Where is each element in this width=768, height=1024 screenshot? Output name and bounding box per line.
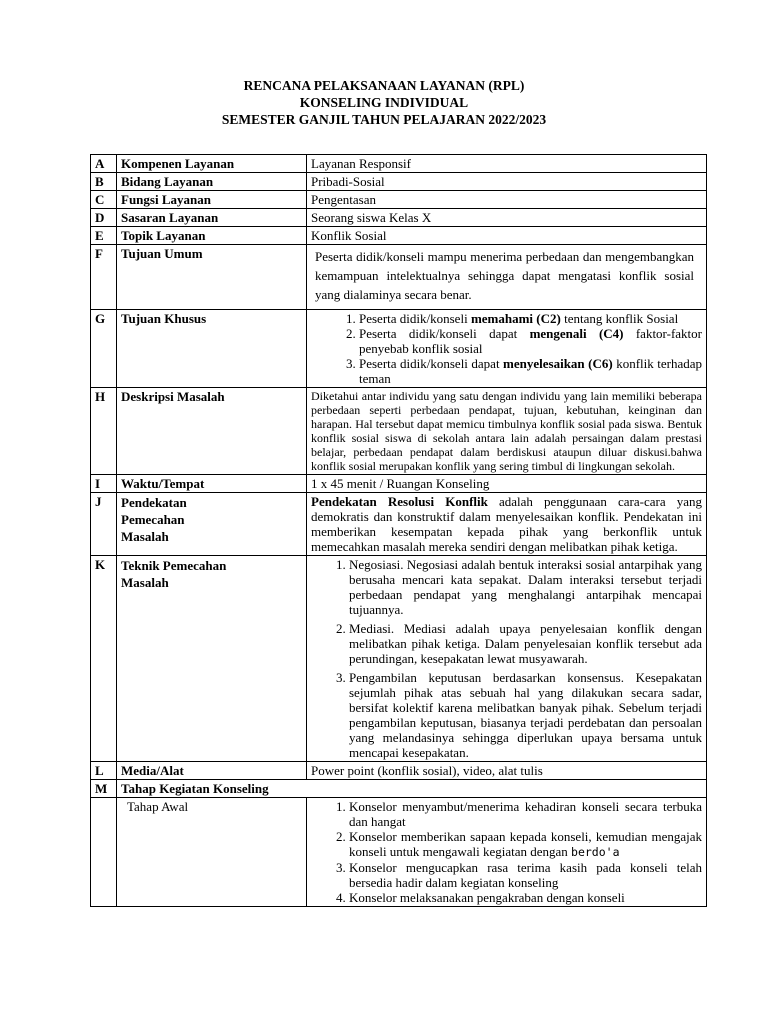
row-k	[91, 556, 707, 762]
rpl-table	[90, 154, 707, 907]
row-code: K	[91, 556, 117, 762]
row-g	[91, 310, 707, 388]
row-label: Waktu/Tempat	[117, 475, 307, 493]
row-tahap-awal	[91, 798, 707, 907]
list-item: 3. Peserta didik/konseli dapat menyelesaikan (C6) konflik terhadap teman	[359, 356, 702, 386]
title-line-2: KONSELING INDIVIDUAL	[299, 95, 469, 110]
row-label: Tahap Awal	[117, 798, 307, 907]
list-item: 1. Peserta didik/konseli memahami (C2) tentang konflik Sosial	[359, 311, 702, 326]
row-label: Deskripsi Masalah	[117, 388, 307, 475]
row-i	[91, 475, 707, 493]
row-code-empty	[91, 798, 117, 907]
row-label: Kompenen Layanan	[117, 155, 307, 173]
row-code: G	[91, 310, 117, 388]
row-code: H	[91, 388, 117, 475]
row-label: Media/Alat	[117, 762, 307, 780]
row-j	[91, 493, 707, 556]
deskripsi-masalah-text: Diketahui antar individu yang satu dengan individu yang lain memiliki beberapa perbedaan seperti perbedaan pendapat, tujuan, kebutuhan, keinginan dan harapan. Hal tersebut dapat memicu timbulnya konflik sosial pada siswa. Bentuk konflik sosial siswa di sekolah antara lain adalah persaingan dalam prestasi belajar, perbedaan pendapat dalam berdiskusi ataupun diluar diskusi.bahwa konflik sosial merupakan konflik yang sering timbul di lingkungan sekolah.	[311, 389, 702, 473]
title-line-3: SEMESTER GANJIL TAHUN PELAJARAN 2022/2023	[221, 112, 547, 127]
row-label: Tahap Kegiatan Konseling	[117, 780, 707, 798]
list-item: 3. Konselor mengucapkan rasa terima kasih pada konseli telah bersedia hadir dalam kegiatan konseling	[349, 860, 702, 890]
row-h	[91, 388, 707, 475]
row-value: Layanan Responsif	[307, 155, 707, 173]
row-label: Bidang Layanan	[117, 173, 307, 191]
list-item: 2. Peserta didik/konseli dapat mengenali (C4) faktor-faktor penyebab konflik sosial	[359, 326, 702, 356]
list-item: 1. Negosiasi. Negosiasi adalah bentuk interaksi sosial antarpihak yang berusaha mencari kata sepakat. Dalam interaksi tersebut terjadi perbedaan pendapat yang menghalangi antarpihak mencapai tujuannya.	[349, 557, 702, 617]
row-value: Seorang siswa Kelas X	[307, 209, 707, 227]
list-item: 4. Konselor melaksanakan pengakraban dengan konseli	[349, 890, 702, 905]
row-d	[91, 209, 707, 227]
row-label: Sasaran Layanan	[117, 209, 307, 227]
tahap-awal-list	[311, 799, 702, 905]
row-value: Power point (konflik sosial), video, alat tulis	[307, 762, 707, 780]
row-e	[91, 227, 707, 245]
row-code: I	[91, 475, 117, 493]
row-code: C	[91, 191, 117, 209]
row-code: A	[91, 155, 117, 173]
row-value: Konflik Sosial	[307, 227, 707, 245]
row-label: Fungsi Layanan	[117, 191, 307, 209]
row-b	[91, 173, 707, 191]
row-value	[307, 388, 707, 475]
title-line-1: RENCANA PELAKSANAAN LAYANAN (RPL)	[243, 78, 525, 93]
teknik-list	[311, 557, 702, 760]
row-label: Teknik Pemecahan Masalah	[117, 556, 307, 762]
row-c	[91, 191, 707, 209]
row-a	[91, 155, 707, 173]
row-code: E	[91, 227, 117, 245]
row-f	[91, 245, 707, 310]
row-label: Pendekatan Pemecahan Masalah	[117, 493, 307, 556]
row-m	[91, 780, 707, 798]
list-item: 2. Konselor memberikan sapaan kepada konseli, kemudian mengajak konseli untuk mengawali kegiatan dengan berdo'a	[349, 829, 702, 860]
row-value	[307, 493, 707, 556]
row-value: Pengentasan	[307, 191, 707, 209]
list-item: 1. Konselor menyambut/menerima kehadiran konseli secara terbuka dan hangat	[349, 799, 702, 829]
row-code: M	[91, 780, 117, 798]
row-value: 1 x 45 menit / Ruangan Konseling	[307, 475, 707, 493]
row-value: Pribadi-Sosial	[307, 173, 707, 191]
list-item: 2. Mediasi. Mediasi adalah upaya penyelesaian konflik dengan melibatkan pihak ketiga. Dalam penyelesaian konflik tersebut ada perundingan, kesepakatan lewat musyawarah.	[349, 621, 702, 666]
row-code: D	[91, 209, 117, 227]
row-code: B	[91, 173, 117, 191]
row-code: L	[91, 762, 117, 780]
row-value	[307, 245, 707, 310]
row-label: Tujuan Umum	[117, 245, 307, 310]
row-value	[307, 556, 707, 762]
pendekatan-text: Pendekatan Resolusi Konflik adalah penggunaan cara-cara yang demokratis dan konstruktif dalam menyelesaikan konflik. Pendekatan ini memberikan kesempatan kepada pihak yang berkonflik untuk memecahkan masalah mereka sendiri dengan melibatkan pihak ketiga.	[311, 494, 702, 554]
row-code: F	[91, 245, 117, 310]
row-label: Tujuan Khusus	[117, 310, 307, 388]
row-value	[307, 798, 707, 907]
row-l	[91, 762, 707, 780]
tujuan-khusus-list	[311, 311, 702, 386]
tujuan-umum-text: Peserta didik/konseli mampu menerima perbedaan dan mengembangkan kemampuan intelektualnya sehingga dapat mengatasi konflik sosial yang dialaminya secara benar.	[315, 249, 694, 302]
row-label: Topik Layanan	[117, 227, 307, 245]
document-title	[0, 77, 768, 128]
row-code: J	[91, 493, 117, 556]
row-value	[307, 310, 707, 388]
list-item: 3. Pengambilan keputusan berdasarkan konsensus. Kesepakatan sejumlah pihak atas sebuah hal yang dilakukan secara sadar, bersifat kolektif karena melibatkan banyak pihak. Sebelum terjadi pengambilan keputusan, biasanya terjadi perdebatan dan persoalan yang melandasinya sehingga diperlukan upaya bersama untuk mencapai kesepakatan.	[349, 670, 702, 760]
